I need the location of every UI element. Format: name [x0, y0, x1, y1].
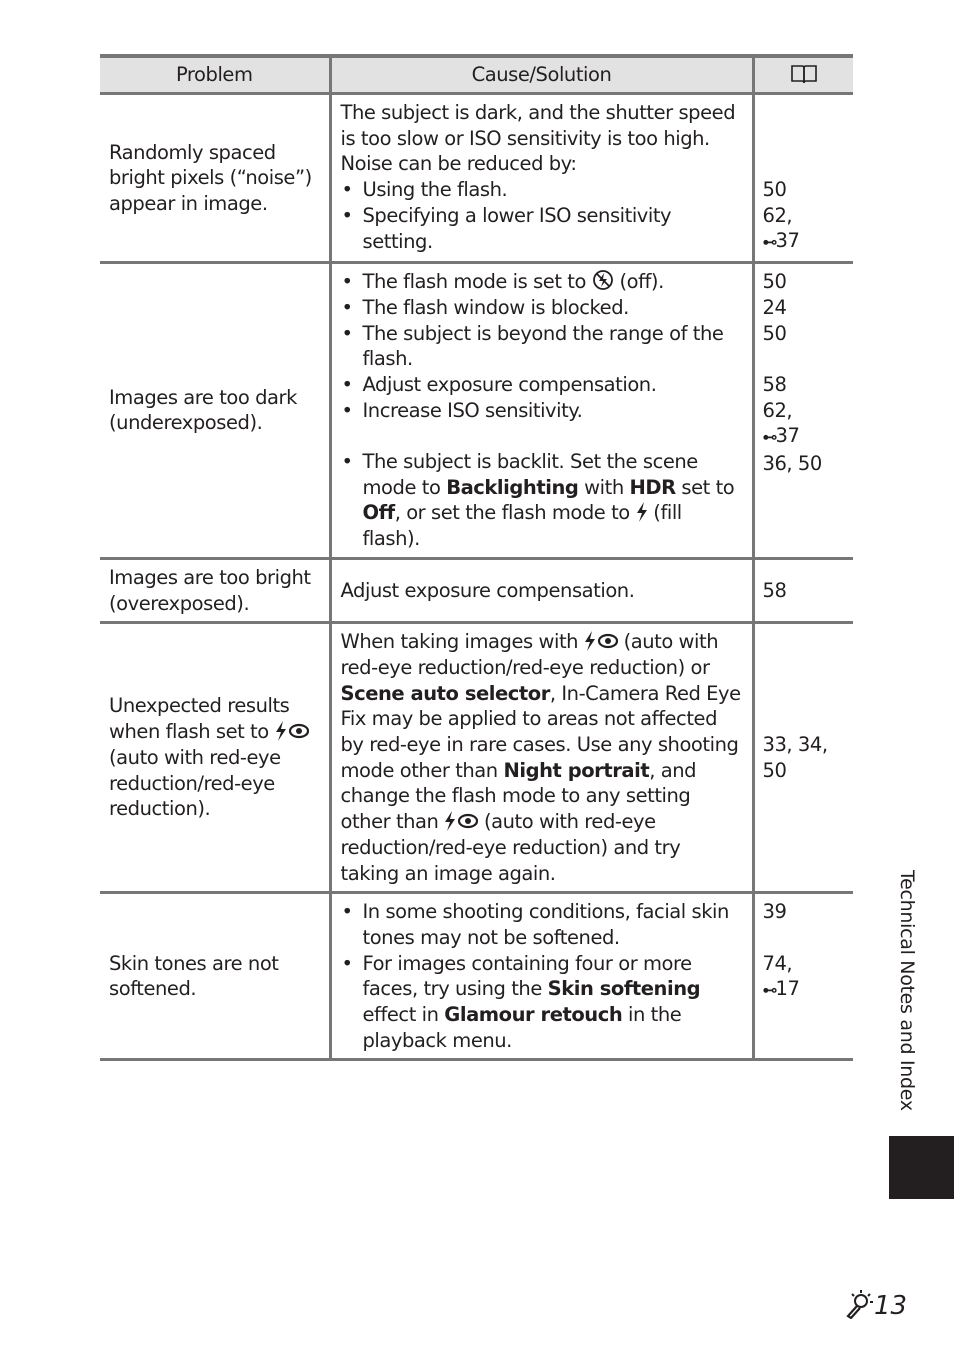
section-tab[interactable] — [889, 1136, 954, 1199]
problem-cell: Randomly spaced bright pixels (“noise”) appear in image. — [100, 94, 330, 263]
page-ref[interactable]: 50 — [762, 321, 787, 345]
problem-cell: Images are too bright (overexposed). — [100, 558, 330, 622]
flash-red-eye-icon — [444, 811, 478, 831]
header-cause-solution: Cause/Solution — [330, 56, 753, 94]
problem-cell: Images are too dark (underexposed). — [100, 263, 330, 559]
flash-off-icon — [592, 269, 614, 291]
list-item: • Using the flash. — [341, 177, 744, 203]
page-ref[interactable]: 62, — [762, 203, 793, 227]
list-item: • In some shooting conditions, facial skin tones may not be softened. — [341, 899, 744, 950]
reference-cell — [753, 94, 853, 263]
problem-cell: Unexpected results when flash set to (auto with red-eye reduction/red-eye reduction). — [100, 623, 330, 893]
list-item: • For images containing four or more faces, try using the Skin softening effect in Glamour retouch in the playback menu. — [341, 951, 744, 1054]
cause-bullets — [341, 449, 744, 552]
page-ref[interactable]: ⊷37 — [762, 229, 800, 253]
tools-section-icon: ⊷ — [762, 981, 776, 1000]
list-item: • The subject is backlit. Set the scene mode to Backlighting with HDR set to Off, or set the flash mode to (fill flash). — [341, 449, 744, 552]
troubleshooting-table — [100, 54, 853, 1061]
page-ref[interactable]: ⊷17 — [762, 977, 800, 1001]
page-ref[interactable]: 50 — [762, 178, 787, 201]
table-header-row — [100, 56, 853, 94]
page-ref[interactable]: 50 — [762, 270, 787, 294]
tools-section-icon: ⊷ — [762, 233, 776, 252]
page-ref[interactable]: 62, — [762, 398, 793, 422]
technical-notes-icon — [844, 1289, 874, 1319]
list-item: • The flash mode is set to (off). — [341, 269, 744, 295]
page-ref[interactable]: ⊷37 — [762, 424, 800, 448]
table-row — [100, 893, 853, 1060]
cause-cell — [330, 893, 753, 1060]
page-ref[interactable]: 36, 50 — [762, 452, 822, 476]
table-row — [100, 558, 853, 622]
page-number: 13 — [844, 1289, 907, 1321]
list-item: • Specifying a lower ISO sensitivity setting. — [341, 203, 744, 254]
problem-cell: Skin tones are not softened. — [100, 893, 330, 1060]
cause-bullets — [341, 899, 744, 1053]
page-ref[interactable]: 58 — [762, 578, 787, 602]
cause-intro: The subject is dark, and the shutter speed is too slow or ISO sensitivity is too high. Noise can be reduced by: — [340, 101, 736, 176]
list-item: • The flash window is blocked. — [341, 295, 744, 321]
list-item: • The subject is beyond the range of the flash. — [341, 321, 744, 372]
fill-flash-icon — [636, 502, 648, 522]
flash-red-eye-icon — [584, 631, 618, 651]
section-tab-label: Technical Notes and Index — [896, 870, 918, 1111]
page-ref[interactable]: 74, — [762, 951, 793, 975]
page-ref[interactable]: 39 — [762, 900, 787, 924]
cause-cell — [330, 263, 753, 559]
page-ref[interactable]: 58 — [762, 372, 787, 396]
reference-cell — [753, 623, 853, 893]
flash-red-eye-icon — [275, 721, 309, 741]
list-item: • Increase ISO sensitivity. — [341, 398, 744, 424]
cause-cell: When taking images with (auto with red-eye reduction/red-eye reduction) or Scene auto selector, In-Camera Red Eye Fix may be applied to areas not affected by red-eye in rare cases. Use any shooting mode other than Night portrait, and change the flash mode to any setting other than (auto with red-eye reduction/red-eye reduction) and try taking an image again. — [330, 623, 753, 893]
reference-cell — [753, 893, 853, 1060]
page-ref[interactable]: 33, 34, 50 — [762, 733, 828, 782]
table-row — [100, 263, 853, 559]
header-problem: Problem — [100, 56, 330, 94]
cause-bullets — [341, 177, 744, 254]
cause-cell: Adjust exposure compensation. — [330, 558, 753, 622]
tools-section-icon: ⊷ — [762, 428, 776, 447]
reference-cell — [753, 558, 853, 622]
book-reference-icon — [789, 63, 819, 85]
header-reference — [753, 56, 853, 94]
table-row — [100, 623, 853, 893]
cause-bullets — [341, 269, 744, 423]
page-ref[interactable]: 24 — [762, 295, 787, 319]
list-item: • Adjust exposure compensation. — [341, 372, 744, 398]
cause-cell — [330, 94, 753, 263]
reference-cell — [753, 263, 853, 559]
table-row — [100, 94, 853, 263]
